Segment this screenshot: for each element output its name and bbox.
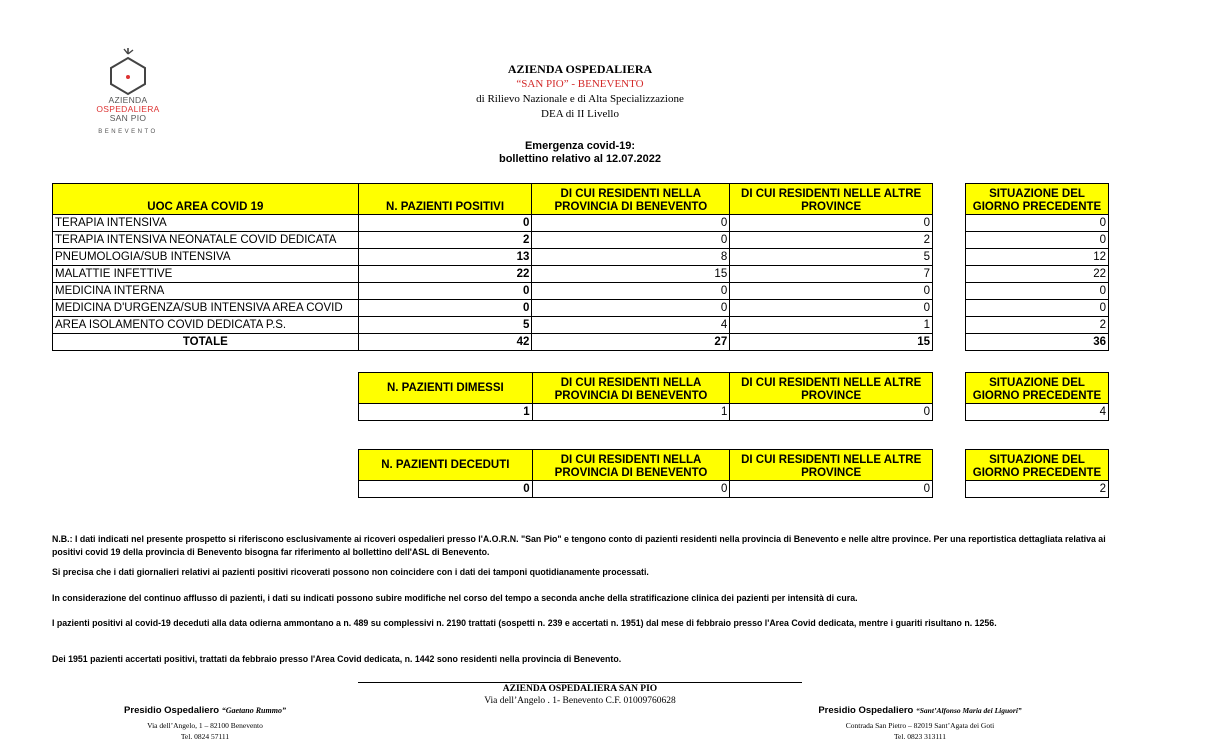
row-label: TERAPIA INTENSIVA NEONATALE COVID DEDICATA — [53, 232, 359, 249]
note-afflusso: In considerazione del continuo afflusso di pazienti, i dati su indicati possono subire modifiche nel corso del tempo a seconda anche della stratificazione clinica dei pazienti per intensità di cura. — [52, 593, 858, 603]
deceduti-prev-table — [965, 449, 1109, 498]
row-positivi: 13 — [358, 249, 532, 266]
row-altre: 0 — [730, 283, 933, 300]
footer-right-title: Presidio Ospedaliero — [818, 705, 914, 716]
row-positivi: 0 — [358, 300, 532, 317]
footer-right — [780, 705, 1060, 741]
row-bn: 0 — [532, 300, 730, 317]
row-label: AREA ISOLAMENTO COVID DEDICATA P.S. — [53, 317, 359, 334]
col-header-uoc: UOC AREA COVID 19 — [53, 184, 359, 215]
total-row — [53, 334, 933, 351]
main-table — [52, 183, 933, 351]
note-nb: N.B.: I dati indicati nel presente prospetto si riferiscono esclusivamente ai ricoveri ospedalieri presso l'A.O.R.N. "San Pio" e tengono conto di pazienti residenti nella provincia di Benevento e nelle altre province. Per una reportistica dettagliata relativa ai positivi covid 19 della provincia di Benevento bisogna far riferimento al bollettino dell'ASL di Benevento. — [52, 534, 1106, 557]
col-header-dimessi: N. PAZIENTI DIMESSI — [359, 373, 533, 404]
logo-text-ospedaliera: OSPEDALIERA — [96, 104, 160, 114]
row-positivi: 0 — [358, 283, 532, 300]
row-label: MALATTIE INFETTIVE — [53, 266, 359, 283]
row-prev: 0 — [966, 300, 1109, 317]
footer-center-title: AZIENDA OSPEDALIERA SAN PIO — [502, 684, 658, 694]
col-header-altre: DI CUI RESIDENTI NELLE ALTRE PROVINCE — [730, 184, 933, 215]
table-row — [53, 283, 933, 300]
note-accertati: Dei 1951 pazienti accertati positivi, trattati da febbraio presso l'Area Covid dedicata, n. 1442 sono residenti nella provincia di Benevento. — [52, 654, 622, 664]
row-bn: 0 — [532, 215, 730, 232]
row-prev: 12 — [966, 249, 1109, 266]
row-altre: 1 — [730, 317, 933, 334]
hospital-logo — [94, 46, 162, 150]
main-table-header — [53, 184, 933, 215]
dimessi-prev: 4 — [966, 404, 1109, 421]
hospital-logo-icon — [106, 46, 150, 96]
total-prev: 36 — [966, 334, 1109, 351]
footer-left-address: Via dell’Angelo, 1 – 82100 Benevento — [147, 721, 263, 730]
footer-left-name: “Gaetano Rummo” — [221, 706, 286, 715]
total-altre: 15 — [730, 334, 933, 351]
row-positivi: 2 — [358, 232, 532, 249]
table-row — [53, 215, 933, 232]
logo-text-sanpio: SAN PIO — [109, 113, 147, 123]
row-label: PNEUMOLOGIA/SUB INTENSIVA — [53, 249, 359, 266]
col-header-altre: DI CUI RESIDENTI NELLE ALTRE PROVINCE — [730, 450, 933, 481]
table-row — [53, 249, 933, 266]
bulletin-title: Emergenza covid-19: — [524, 140, 636, 152]
note-deceduti: I pazienti positivi al covid-19 deceduti alla data odierna ammontano a n. 489 su complessivi n. 2190 trattati (sospetti n. 239 e accertati n. 1951) dal mese di febbraio presso l'Area Covid dedicata, mentre i guariti risultano n. 1256. — [52, 618, 997, 628]
row-prev: 0 — [966, 232, 1109, 249]
row-prev: 22 — [966, 266, 1109, 283]
col-header-prev: SITUAZIONE DEL GIORNO PRECEDENTE — [966, 184, 1109, 215]
total-positivi: 42 — [358, 334, 532, 351]
footer-divider — [358, 682, 802, 683]
table-row — [53, 266, 933, 283]
row-positivi: 5 — [358, 317, 532, 334]
row-prev: 2 — [966, 317, 1109, 334]
col-header-bn: DI CUI RESIDENTI NELLA PROVINCIA DI BENEVENTO — [532, 450, 730, 481]
row-bn: 0 — [532, 283, 730, 300]
header-line3: di Rilievo Nazionale e di Alta Specializzazione — [476, 93, 684, 105]
footer-left — [90, 705, 320, 741]
row-bn: 15 — [532, 266, 730, 283]
dimessi-n: 1 — [359, 404, 533, 421]
dimessi-prev-table — [965, 372, 1109, 421]
dimessi-bn: 1 — [532, 404, 730, 421]
total-label: TOTALE — [53, 334, 359, 351]
row-label: TERAPIA INTENSIVA — [53, 215, 359, 232]
footer-right-address: Contrada San Pietro – 82019 Sant’Agata dei Goti — [845, 721, 995, 730]
row-prev: 0 — [966, 283, 1109, 300]
footer-left-tel: Tel. 0824 57111 — [180, 732, 230, 741]
row-positivi: 22 — [358, 266, 532, 283]
col-header-positivi: N. PAZIENTI POSITIVI — [358, 184, 532, 215]
row-bn: 8 — [532, 249, 730, 266]
header-subtitle: “SAN PIO” - BENEVENTO — [516, 78, 644, 90]
table-row — [53, 300, 933, 317]
row-prev: 0 — [966, 215, 1109, 232]
deceduti-n: 0 — [359, 481, 533, 498]
col-header-deceduti: N. PAZIENTI DECEDUTI — [359, 450, 533, 481]
footer-right-tel: Tel. 0823 313111 — [893, 732, 947, 741]
deceduti-prev: 2 — [966, 481, 1109, 498]
bulletin-date: bollettino relativo al 12.07.2022 — [498, 153, 661, 165]
table-row — [53, 317, 933, 334]
col-header-prev: SITUAZIONE DEL GIORNO PRECEDENTE — [966, 450, 1109, 481]
deceduti-table — [358, 449, 933, 498]
row-altre: 5 — [730, 249, 933, 266]
row-altre: 7 — [730, 266, 933, 283]
row-altre: 0 — [730, 300, 933, 317]
dimessi-altre: 0 — [730, 404, 933, 421]
row-label: MEDICINA INTERNA — [53, 283, 359, 300]
row-altre: 2 — [730, 232, 933, 249]
row-altre: 0 — [730, 215, 933, 232]
col-header-bn: DI CUI RESIDENTI NELLA PROVINCIA DI BENEVENTO — [532, 184, 730, 215]
col-header-prev: SITUAZIONE DEL GIORNO PRECEDENTE — [966, 373, 1109, 404]
deceduti-bn: 0 — [532, 481, 730, 498]
row-bn: 0 — [532, 232, 730, 249]
row-label: MEDICINA D'URGENZA/SUB INTENSIVA AREA COVID — [53, 300, 359, 317]
row-positivi: 0 — [358, 215, 532, 232]
main-prev-table — [965, 183, 1109, 351]
logo-text-azienda: AZIENDA — [108, 95, 148, 105]
total-bn: 27 — [532, 334, 730, 351]
header-line4: DEA di II Livello — [541, 108, 619, 120]
header-title: AZIENDA OSPEDALIERA — [507, 62, 653, 76]
table-row — [53, 232, 933, 249]
footer-right-name: “Sant’Alfonso Maria dei Liguori” — [916, 706, 1022, 715]
deceduti-altre: 0 — [730, 481, 933, 498]
footer-center-address: Via dell’Angelo . 1- Benevento C.F. 01009760628 — [484, 696, 676, 706]
row-bn: 4 — [532, 317, 730, 334]
note-tamponi: Si precisa che i dati giornalieri relativi ai pazienti positivi ricoverati possono non coincidere con i dati dei tamponi quotidianamente processati. — [52, 567, 649, 577]
col-header-bn: DI CUI RESIDENTI NELLA PROVINCIA DI BENEVENTO — [532, 373, 730, 404]
dimessi-table — [358, 372, 933, 421]
logo-text-benevento: BENEVENTO — [98, 129, 158, 135]
col-header-altre: DI CUI RESIDENTI NELLE ALTRE PROVINCE — [730, 373, 933, 404]
footer-left-title: Presidio Ospedaliero — [124, 705, 220, 716]
